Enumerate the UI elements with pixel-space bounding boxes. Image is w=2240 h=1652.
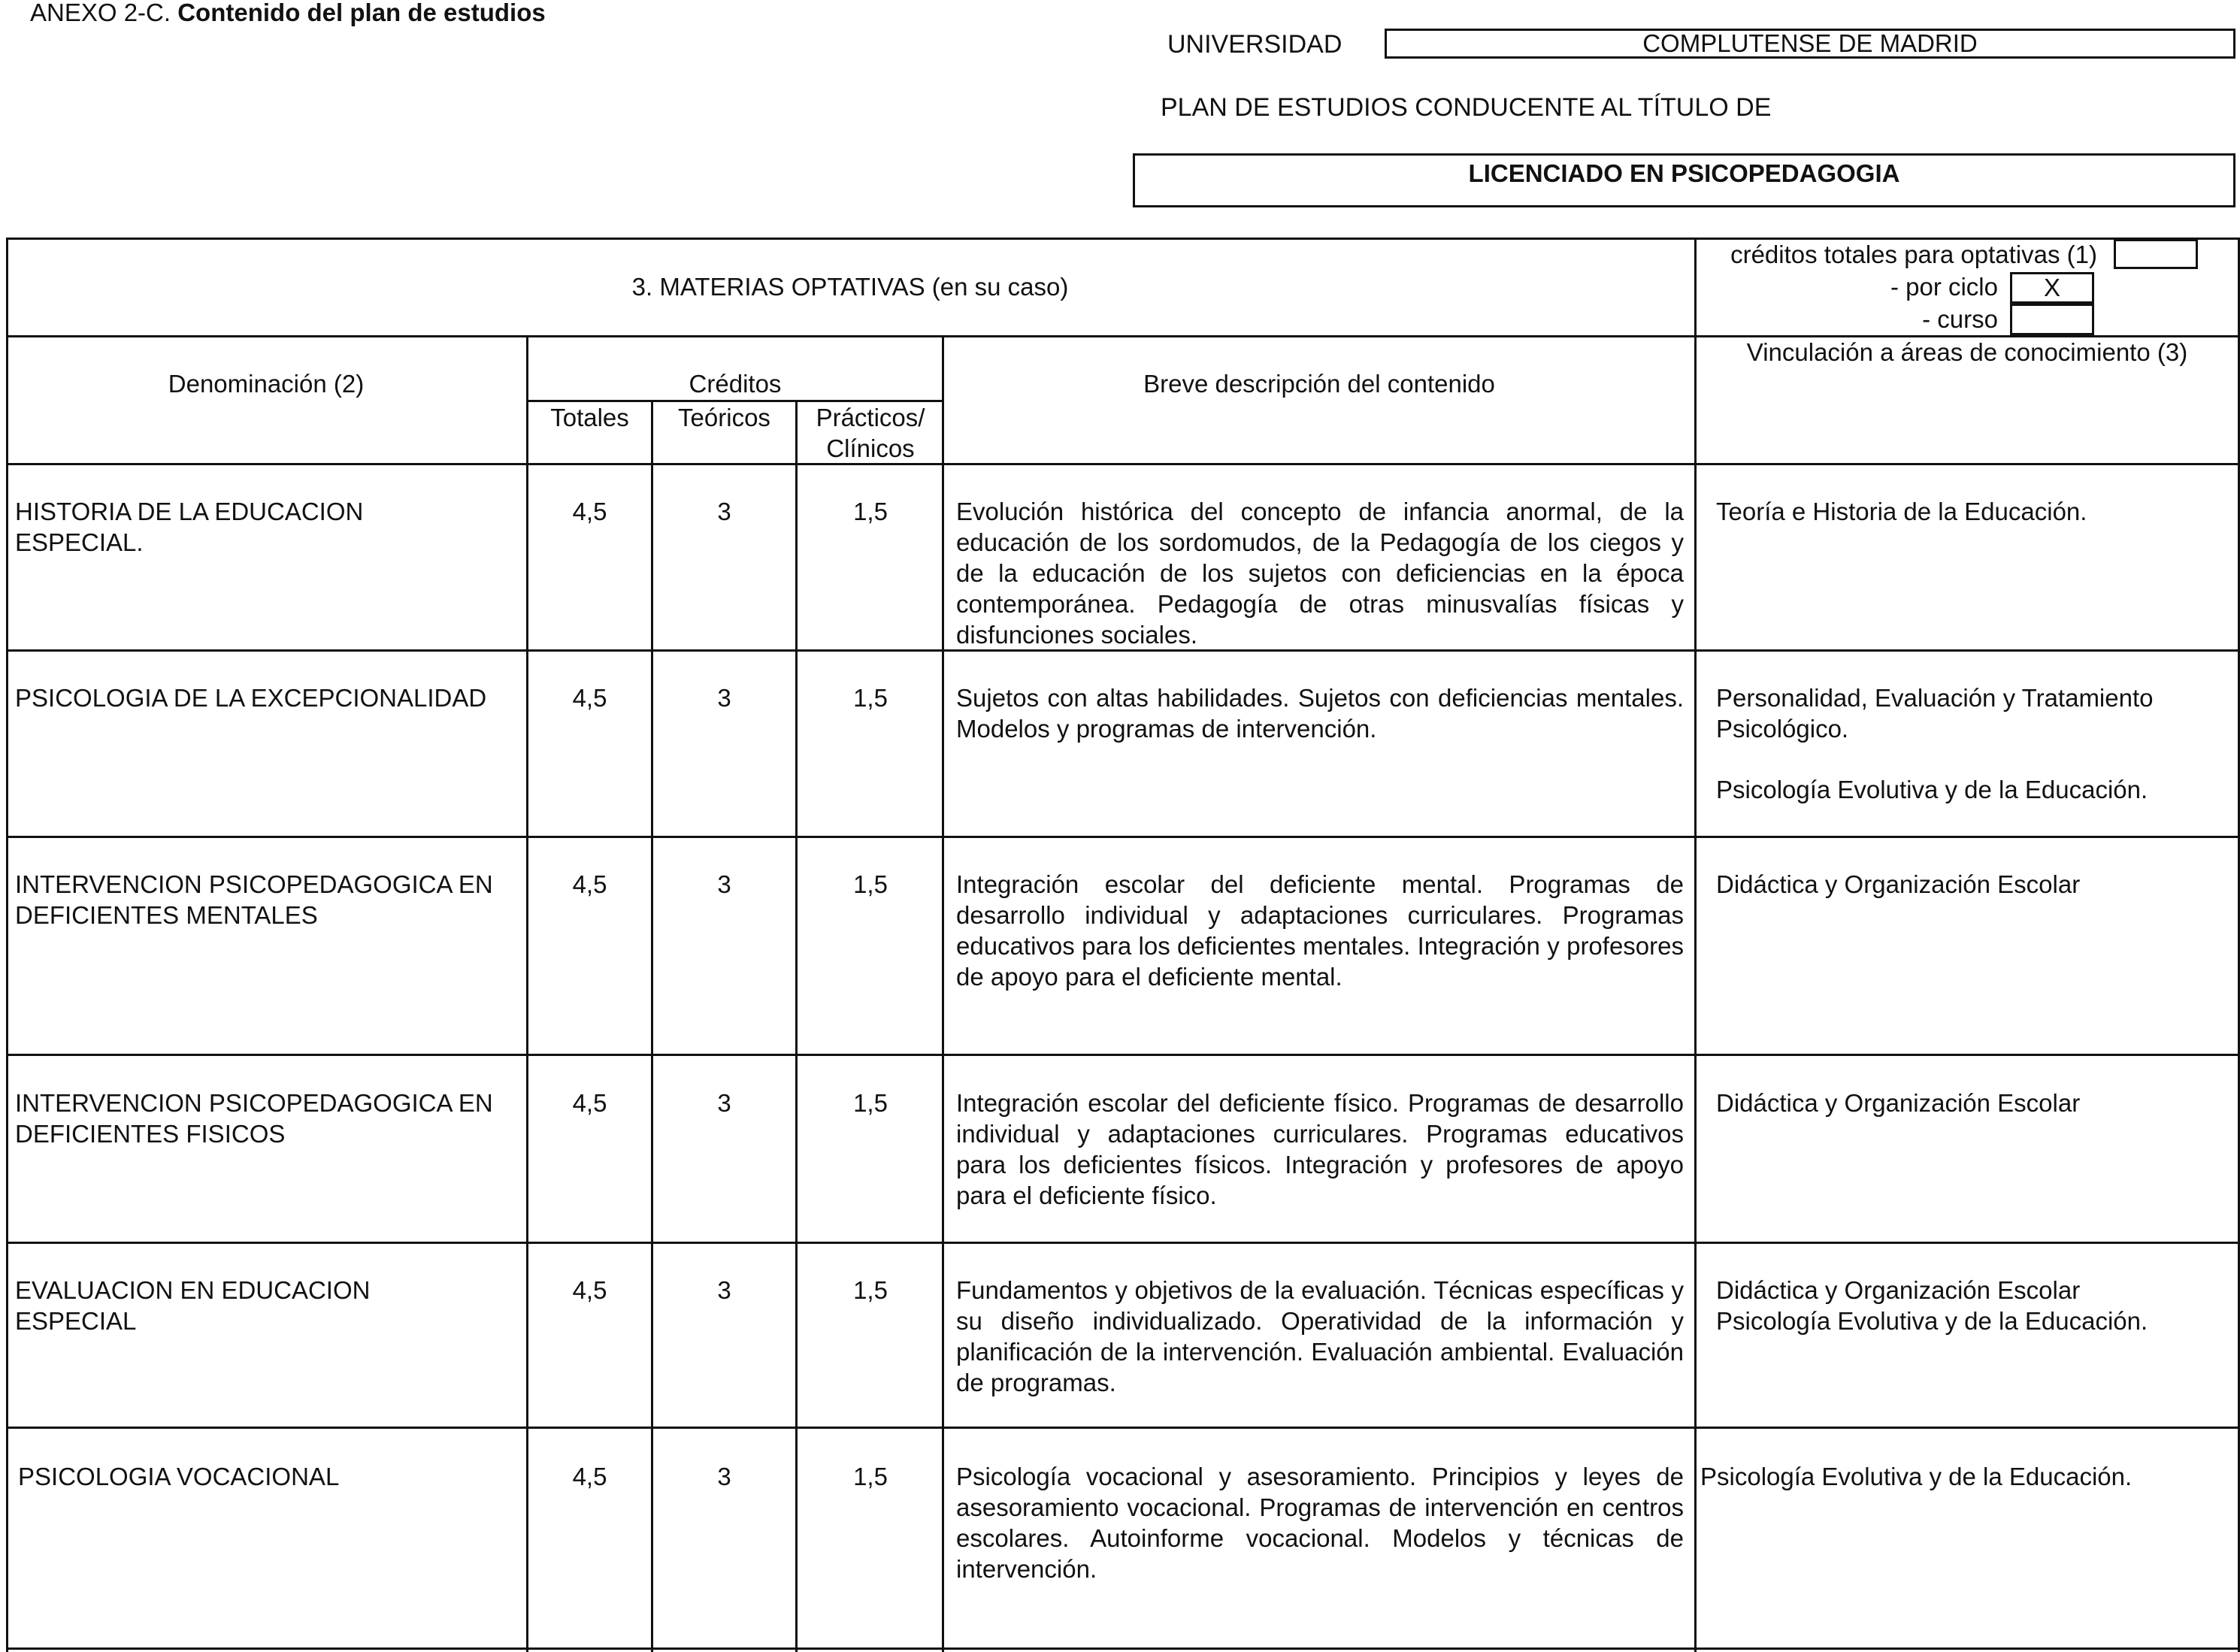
credits-practice: 1,5 <box>853 498 888 525</box>
subject-description: Integración escolar del deficiente mental. Programas de desarrollo individual y adaptaciones curriculares. Programas educativos para los deficientes mentales. Integración y profesores de apoyo para el deficiente mental. <box>956 870 1684 991</box>
col-header-credits: Créditos <box>689 370 782 398</box>
table-rule <box>6 463 2240 465</box>
credits-practice: 1,5 <box>853 684 888 712</box>
credits-theory: 3 <box>717 1276 731 1304</box>
subject-name: INTERVENCION PSICOPEDAGOGICA EN DEFICIENTES MENTALES <box>15 870 493 929</box>
credits-totals: 4,5 <box>572 1463 607 1490</box>
table-rule <box>1694 238 1697 1652</box>
per-course-box <box>2010 304 2094 335</box>
subject-description: Psicología vocacional y asesoramiento. Principios y leyes de asesoramiento vocacional. Programas de intervención en centros escolares. Autoinforme vocacional. Modelos y técnicas de intervención. <box>956 1463 1684 1583</box>
col-header-practice: Prácticos/ Clínicos <box>816 404 925 462</box>
degree-title: LICENCIADO EN PSICOPEDAGOGIA <box>1133 153 2235 207</box>
credits-totals: 4,5 <box>572 870 607 898</box>
university-label: UNIVERSIDAD <box>1167 30 1342 59</box>
knowledge-area: Psicología Evolutiva y de la Educación. <box>1716 776 2148 803</box>
col-header-totals: Totales <box>550 404 629 431</box>
credits-totals: 4,5 <box>572 684 607 712</box>
knowledge-area: Personalidad, Evaluación y Tratamiento Psicológico. <box>1716 684 2154 743</box>
credits-totals: 4,5 <box>572 1276 607 1304</box>
knowledge-area: Didáctica y Organización Escolar <box>1716 1276 2081 1304</box>
subject-description: Evolución histórica del concepto de infancia anormal, de la educación de los sordomudos, de la Pedagogía de los ciegos y de la educación de los sujetos con deficiencias en la época contemporánea. Pedagogía de otras minusvalías físicas y disfunciones sociales. <box>956 498 1684 649</box>
col-header-areas: Vinculación a áreas de conocimiento (3) <box>1746 338 2188 366</box>
credits-practice: 1,5 <box>853 1089 888 1117</box>
credits-theory: 3 <box>717 684 731 712</box>
col-header-theory: Teóricos <box>678 404 770 431</box>
table-rule <box>795 400 798 1652</box>
credits-total-box <box>2114 239 2198 269</box>
subject-description: Integración escolar del deficiente físico. Programas de desarrollo individual y adaptaciones curriculares. Programas educativos para los deficientes físicos. Integración y profesores de apoyo para el deficiente físico. <box>956 1089 1684 1209</box>
knowledge-area: Didáctica y Organización Escolar <box>1716 1089 2081 1117</box>
credits-theory: 3 <box>717 870 731 898</box>
subject-name: EVALUACION EN EDUCACION ESPECIAL <box>15 1276 371 1335</box>
subject-description: Sujetos con altas habilidades. Sujetos con deficiencias mentales. Modelos y programas de intervención. <box>956 684 1684 743</box>
section-title: 3. MATERIAS OPTATIVAS (en su caso) <box>631 273 1069 301</box>
per-cycle-label: - por ciclo <box>1890 273 1998 301</box>
table-rule <box>6 1054 2240 1056</box>
annex-prefix: ANEXO 2-C. <box>30 0 171 26</box>
table-rule <box>942 335 944 1652</box>
col-header-description: Breve descripción del contenido <box>1143 370 1495 398</box>
subject-description: Fundamentos y objetivos de la evaluación. Técnicas específicas y su diseño individualizado. Operatividad de la información y planificación de la intervención. Evaluación ambiental. Evaluación de programas. <box>956 1276 1684 1396</box>
credits-totals: 4,5 <box>572 1089 607 1117</box>
credits-total-label: créditos totales para optativas (1) <box>1730 241 2097 268</box>
table-rule <box>526 335 528 1652</box>
credits-practice: 1,5 <box>853 1276 888 1304</box>
knowledge-area: Psicología Evolutiva y de la Educación. <box>1716 1307 2148 1335</box>
credits-practice: 1,5 <box>853 870 888 898</box>
plan-label: PLAN DE ESTUDIOS CONDUCENTE AL TÍTULO DE <box>1161 93 1772 122</box>
subject-name: PSICOLOGIA DE LA EXCEPCIONALIDAD <box>15 684 487 712</box>
credits-totals: 4,5 <box>572 498 607 525</box>
table-rule <box>6 1647 2240 1650</box>
credits-practice: 1,5 <box>853 1463 888 1490</box>
subject-name: HISTORIA DE LA EDUCACION ESPECIAL. <box>15 498 364 556</box>
knowledge-area: Didáctica y Organización Escolar <box>1716 870 2081 898</box>
credits-theory: 3 <box>717 1089 731 1117</box>
credits-theory: 3 <box>717 498 731 525</box>
university-name: COMPLUTENSE DE MADRID <box>1385 29 2235 59</box>
subject-name: PSICOLOGIA VOCACIONAL <box>18 1463 340 1490</box>
subject-name: INTERVENCION PSICOPEDAGOGICA EN DEFICIENTES FISICOS <box>15 1089 493 1148</box>
per-course-label: - curso <box>1922 305 1998 333</box>
col-header-name: Denominación (2) <box>168 370 365 398</box>
annex-title: Contenido del plan de estudios <box>177 0 546 26</box>
table-rule <box>6 1427 2240 1429</box>
table-rule <box>6 1242 2240 1244</box>
knowledge-area: Teoría e Historia de la Educación. <box>1716 498 2087 525</box>
table-rule <box>6 836 2240 838</box>
knowledge-area: Psicología Evolutiva y de la Educación. <box>1700 1463 2133 1490</box>
credits-theory: 3 <box>717 1463 731 1490</box>
annex-heading <box>30 0 546 26</box>
per-cycle-box: X <box>2010 272 2094 304</box>
